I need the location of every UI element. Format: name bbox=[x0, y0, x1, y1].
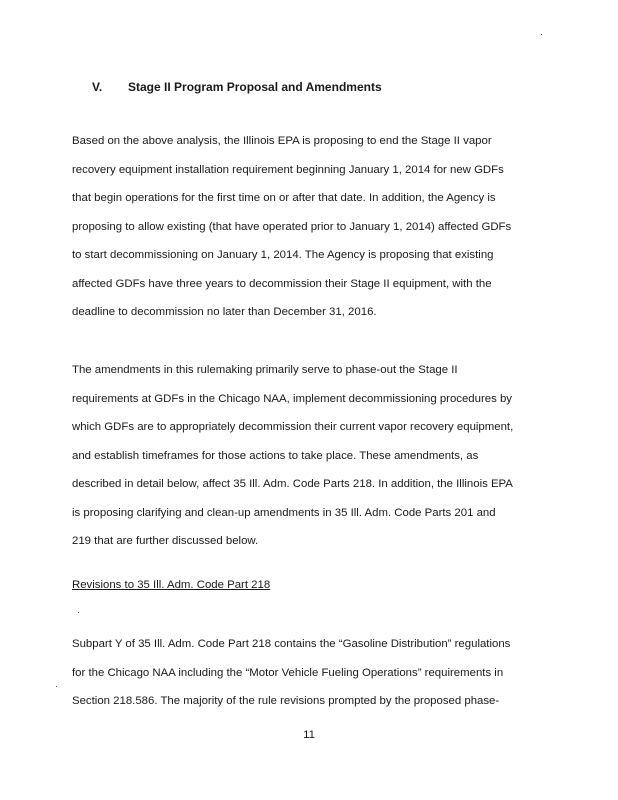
paragraph-stage-ii-proposal bbox=[72, 127, 552, 327]
paragraph-line: The amendments in this rulemaking primarily serve to phase-out the Stage II bbox=[72, 364, 458, 376]
paragraph-line: and establish timeframes for those actions to take place. These amendments, as bbox=[72, 449, 479, 462]
paragraph-line: Based on the above analysis, the Illinois EPA is proposing to end the Stage II vapor bbox=[72, 135, 492, 147]
paragraph-line: for the Chicago NAA including the “Motor Vehicle Fueling Operations” requirements in bbox=[72, 666, 504, 679]
section-title: Stage II Program Proposal and Amendments bbox=[128, 80, 382, 94]
paragraph-line: is proposing clarifying and clean-up amendments in 35 Ill. Adm. Code Parts 201 and bbox=[72, 506, 496, 519]
paragraph-line: requirements at GDFs in the Chicago NAA, implement decommissioning procedures by bbox=[72, 392, 512, 405]
paragraph-line: deadline to decommission no later than December 31, 2016. bbox=[72, 306, 377, 318]
paragraph-line: 219 that are further discussed below. bbox=[72, 535, 259, 547]
paragraph-line: Section 218.586. The majority of the rule revisions prompted by the proposed phase- bbox=[72, 695, 500, 707]
section-number: V. bbox=[92, 80, 103, 94]
scan-speck bbox=[56, 686, 57, 687]
page-number: 11 bbox=[303, 729, 315, 741]
paragraph-line: affected GDFs have three years to decommission their Stage II equipment, with the bbox=[72, 277, 492, 290]
section-heading bbox=[92, 80, 382, 94]
scan-speck bbox=[541, 34, 542, 35]
paragraph-line: proposing to allow existing (that have operated prior to January 1, 2014) affected GDFs bbox=[72, 220, 512, 233]
paragraph-line: which GDFs are to appropriately decommission their current vapor recovery equipment, bbox=[72, 421, 514, 433]
paragraph-line: to start decommissioning on January 1, 2014. The Agency is proposing that existing bbox=[72, 249, 494, 261]
subsection-heading: Revisions to 35 Ill. Adm. Code Part 218 bbox=[72, 579, 271, 591]
paragraph-amendments bbox=[72, 356, 552, 556]
paragraph-line: recovery equipment installation requirement beginning January 1, 2014 for new GDFs bbox=[72, 163, 504, 176]
paragraph-line: described in detail below, affect 35 Ill. Adm. Code Parts 218. In addition, the Illinois EPA bbox=[72, 478, 513, 490]
paragraph-line: Subpart Y of 35 Ill. Adm. Code Part 218 contains the “Gasoline Distribution” regulations bbox=[72, 638, 511, 650]
paragraph-subpart-y bbox=[72, 630, 552, 716]
paragraph-line: that begin operations for the first time on or after that date. In addition, the Agency is bbox=[72, 192, 496, 204]
scan-speck bbox=[78, 612, 79, 613]
